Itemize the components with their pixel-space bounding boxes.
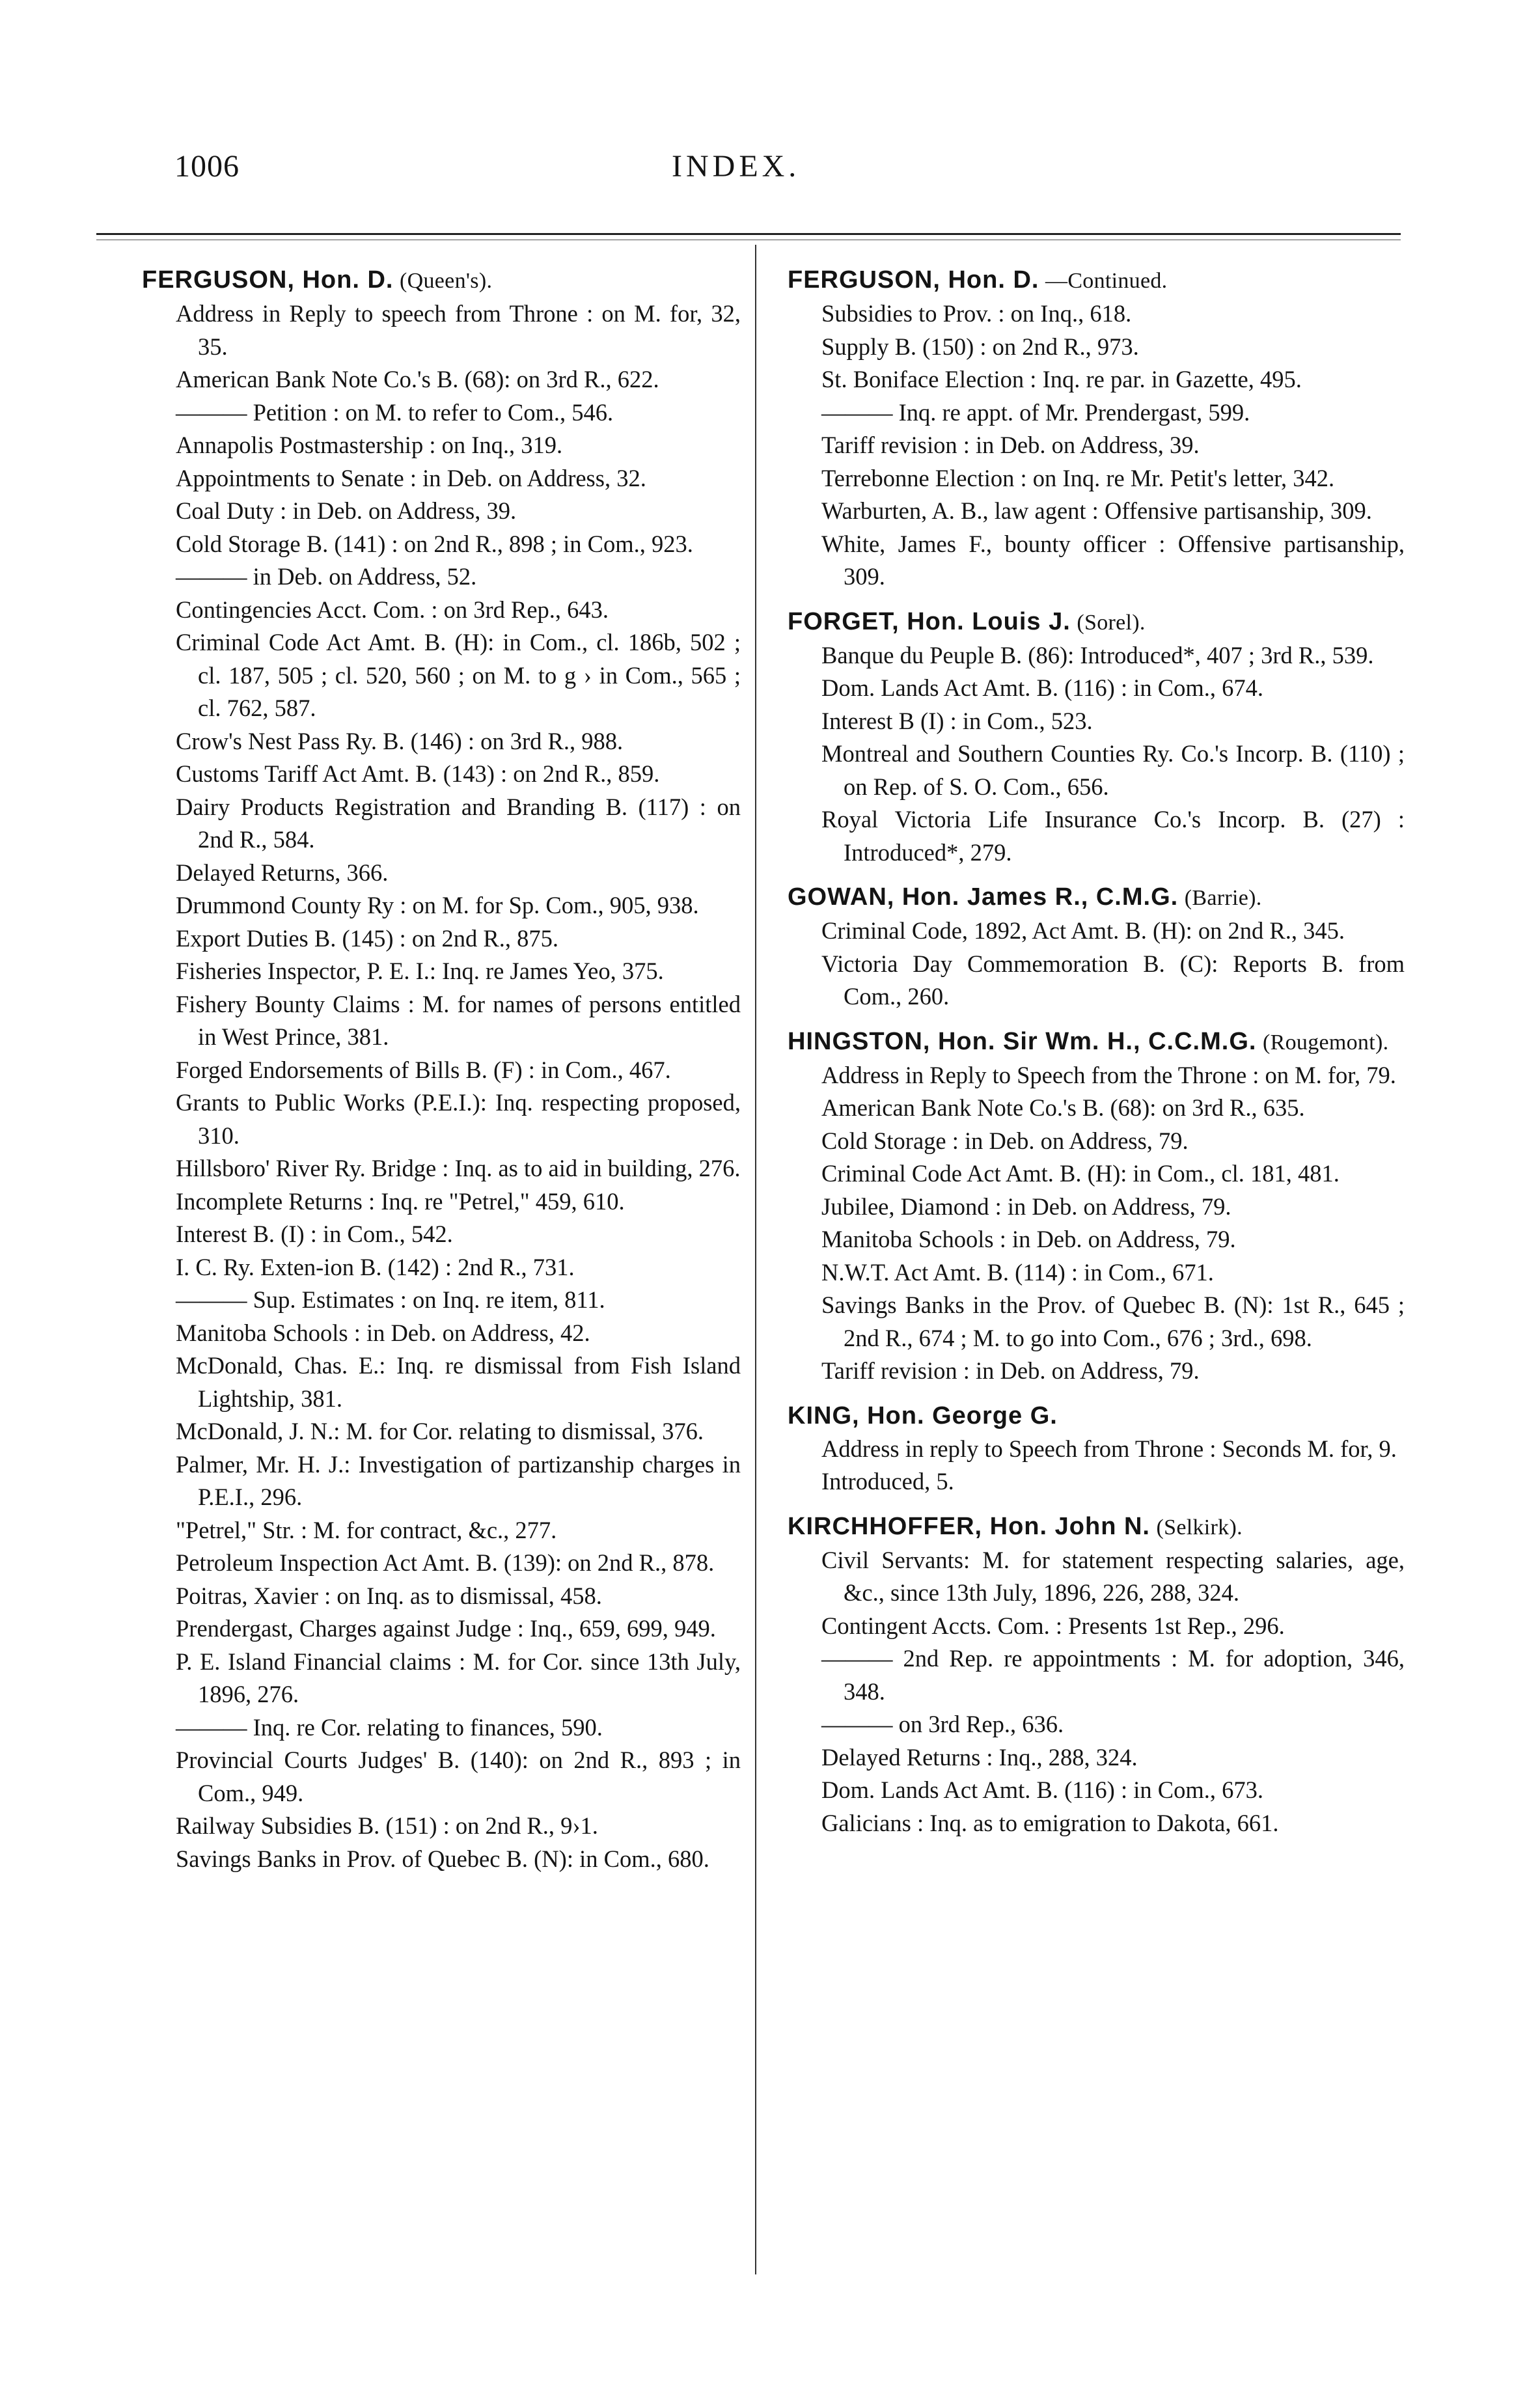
page-title: INDEX.: [672, 149, 801, 184]
index-entry: ——— in Deb. on Address, 52.: [176, 563, 477, 590]
person-name: KING, Hon. George G.: [788, 1402, 1058, 1429]
index-entry: Prendergast, Charges against Judge : Inq., 659, 699, 949.: [176, 1615, 716, 1642]
index-entry: American Bank Note Co.'s B. (68): on 3rd R., 622.: [176, 366, 659, 393]
index-entry: Terrebonne Election : on Inq. re Mr. Petit's letter, 342.: [821, 464, 1335, 491]
index-entry: Cold Storage B. (141) : on 2nd R., 898 ; in Com., 923.: [176, 530, 693, 557]
index-entry: Interest B. (I) : in Com., 542.: [176, 1221, 453, 1247]
index-entry: Victoria Day Commemoration B. (C): Reports B. from Com., 260.: [821, 950, 1405, 1010]
index-entry: Forged Endorsements of Bills B. (F) : in Com., 467.: [176, 1056, 671, 1083]
person-heading: [788, 605, 1405, 639]
person-district: (Rougemont).: [1263, 1030, 1389, 1055]
index-entry: McDonald, Chas. E.: Inq. re dismissal from Fish Island Lightship, 381.: [176, 1352, 741, 1412]
index-entry: "Petrel," Str. : M. for contract, &c., 277.: [176, 1516, 557, 1543]
person-name: HINGSTON, Hon. Sir Wm. H., C.C.M.G.: [788, 1027, 1257, 1055]
index-entry: Criminal Code, 1892, Act Amt. B. (H): on 2nd R., 345.: [821, 917, 1345, 944]
index-entry: N.W.T. Act Amt. B. (114) : in Com., 671.: [821, 1258, 1214, 1286]
index-entry: Customs Tariff Act Amt. B. (143) : on 2nd R., 859.: [176, 760, 660, 787]
index-entry: Introduced, 5.: [821, 1468, 954, 1495]
index-entry: Savings Banks in the Prov. of Quebec B. (N): 1st R., 645 ; 2nd R., 674 ; M. to go into Com., 676 ; 3rd., 698.: [821, 1291, 1405, 1351]
index-entry: Address in Reply to speech from Throne : on M. for, 32, 35.: [176, 300, 741, 360]
index-entry: Galicians : Inq. as to emigration to Dakota, 661.: [821, 1809, 1279, 1836]
index-entry: Annapolis Postmastership : on Inq., 319.: [176, 432, 563, 458]
index-person-section: [788, 1025, 1405, 1388]
index-entry: Contingencies Acct. Com. : on 3rd Rep., 643.: [176, 596, 609, 623]
index-entry: Subsidies to Prov. : on Inq., 618.: [821, 300, 1132, 327]
person-name: FERGUSON, Hon. D.: [142, 266, 394, 294]
index-entry: Interest B (I) : in Com., 523.: [821, 707, 1093, 734]
index-entry: Palmer, Mr. H. J.: Investigation of partizanship charges in P.E.I., 296.: [176, 1450, 741, 1510]
index-entry: Criminal Code Act Amt. B. (H): in Com., cl. 181, 481.: [821, 1160, 1340, 1187]
index-entry: Contingent Accts. Com. : Presents 1st Rep., 296.: [821, 1612, 1285, 1639]
index-entry: American Bank Note Co.'s B. (68): on 3rd R., 635.: [821, 1094, 1305, 1121]
index-entry: Manitoba Schools : in Deb. on Address, 42.: [176, 1319, 590, 1346]
index-entry: Address in Reply to Speech from the Throne : on M. for, 79.: [821, 1061, 1396, 1088]
index-person-section: [788, 881, 1405, 1014]
index-person-section: [788, 264, 1405, 594]
index-entry: Incomplete Returns : Inq. re "Petrel," 459, 610.: [176, 1187, 625, 1215]
running-header: [0, 151, 1540, 197]
index-entry: ——— Inq. re Cor. relating to finances, 590.: [176, 1713, 603, 1741]
index-entry: Fishery Bounty Claims : M. for names of persons entitled in West Prince, 381.: [176, 990, 741, 1050]
index-entry: Crow's Nest Pass Ry. B. (146) : on 3rd R., 988.: [176, 727, 624, 754]
person-district: —Continued.: [1045, 269, 1168, 293]
person-name: FERGUSON, Hon. D.: [788, 266, 1039, 294]
index-entry: Dom. Lands Act Amt. B. (116) : in Com., 673.: [821, 1776, 1263, 1803]
index-entry: ——— Sup. Estimates : on Inq. re item, 811.: [176, 1286, 605, 1313]
header-rule-thick: [96, 233, 1401, 235]
person-heading: [788, 264, 1405, 297]
left-column: [142, 264, 741, 1875]
index-entry: Petroleum Inspection Act Amt. B. (139): on 2nd R., 878.: [176, 1549, 715, 1576]
index-entry: Railway Subsidies B. (151) : on 2nd R., 9›1.: [176, 1812, 598, 1839]
index-entry: Warburten, A. B., law agent : Offensive partisanship, 309.: [821, 497, 1372, 524]
column-divider: [755, 245, 756, 2274]
index-entry: Civil Servants: M. for statement respecting salaries, age, &c., since 13th July, 1896, 226, 288, 324.: [821, 1546, 1405, 1606]
person-name: KIRCHHOFFER, Hon. John N.: [788, 1512, 1150, 1540]
index-entry: P. E. Island Financial claims : M. for Cor. since 13th July, 1896, 276.: [176, 1648, 741, 1707]
index-entry: Poitras, Xavier : on Inq. as to dismissal, 458.: [176, 1582, 602, 1609]
index-entry: Hillsboro' River Ry. Bridge : Inq. as to aid in building, 276.: [176, 1155, 741, 1181]
index-person-section: [788, 605, 1405, 870]
index-entry: Supply B. (150) : on 2nd R., 973.: [821, 333, 1139, 360]
person-name: GOWAN, Hon. James R., C.M.G.: [788, 883, 1179, 911]
index-entry: ——— on 3rd Rep., 636.: [821, 1711, 1064, 1737]
person-heading: [788, 1510, 1405, 1544]
index-entry: Savings Banks in Prov. of Quebec B. (N): in Com., 680.: [176, 1845, 709, 1872]
index-entry: Tariff revision : in Deb. on Address, 39.: [821, 432, 1200, 458]
index-entry: Dairy Products Registration and Branding B. (117) : on 2nd R., 584.: [176, 793, 741, 853]
index-entry: Grants to Public Works (P.E.I.): Inq. respecting proposed, 310.: [176, 1089, 741, 1149]
index-person-section: [788, 1510, 1405, 1840]
index-entry: Delayed Returns, 366.: [176, 859, 389, 886]
index-entry: White, James F., bounty officer : Offensive partisanship, 309.: [821, 530, 1405, 590]
index-entry: St. Boniface Election : Inq. re par. in Gazette, 495.: [821, 366, 1302, 393]
index-entry: Tariff revision : in Deb. on Address, 79.: [821, 1357, 1200, 1384]
index-entry: Provincial Courts Judges' B. (140): on 2nd R., 893 ; in Com., 949.: [176, 1747, 741, 1806]
index-entry: ——— Inq. re appt. of Mr. Prendergast, 599.: [821, 398, 1250, 426]
index-entry: Coal Duty : in Deb. on Address, 39.: [176, 497, 517, 524]
page-number: 1006: [174, 149, 240, 184]
index-entry: Dom. Lands Act Amt. B. (116) : in Com., 674.: [821, 674, 1263, 701]
index-entry: ——— 2nd Rep. re appointments : M. for adoption, 346, 348.: [821, 1645, 1405, 1705]
index-entry: I. C. Ry. Exten‐ion B. (142) : 2nd R., 731.: [176, 1253, 575, 1280]
index-entry: Address in reply to Speech from Throne : Seconds M. for, 9.: [821, 1435, 1397, 1462]
index-entry: Appointments to Senate : in Deb. on Address, 32.: [176, 464, 646, 491]
index-entry: Export Duties B. (145) : on 2nd R., 875.: [176, 924, 559, 952]
right-column: [788, 264, 1405, 1840]
person-heading: [788, 1400, 1405, 1433]
index-entry: Drummond County Ry : on M. for Sp. Com., 905, 938.: [176, 892, 699, 918]
index-person-section: [788, 1400, 1405, 1498]
person-district: (Sorel).: [1077, 610, 1146, 635]
index-entry: Cold Storage : in Deb. on Address, 79.: [821, 1127, 1189, 1154]
index-entry: Royal Victoria Life Insurance Co.'s Incorp. B. (27) : Introduced*, 279.: [821, 806, 1405, 866]
index-person-section: [142, 264, 741, 1875]
person-name: FORGET, Hon. Louis J.: [788, 607, 1071, 635]
person-heading: [142, 264, 741, 297]
index-entry: Manitoba Schools : in Deb. on Address, 79.: [821, 1226, 1236, 1252]
index-entry: Jubilee, Diamond : in Deb. on Address, 79.: [821, 1193, 1231, 1220]
index-entry: Delayed Returns : Inq., 288, 324.: [821, 1743, 1138, 1771]
index-entry: Montreal and Southern Counties Ry. Co.'s Incorp. B. (110) ; on Rep. of S. O. Com., 656.: [821, 740, 1405, 800]
index-entry: McDonald, J. N.: M. for Cor. relating to dismissal, 376.: [176, 1418, 704, 1444]
person-district: (Barrie).: [1184, 886, 1262, 910]
index-entry: Criminal Code Act Amt. B. (H): in Com., cl. 186b, 502 ; cl. 187, 505 ; cl. 520, 560 ; on M. to g › in Com., 565 ; cl. 762, 587.: [176, 629, 741, 721]
index-entry: Banque du Peuple B. (86): Introduced*, 407 ; 3rd R., 539.: [821, 641, 1374, 669]
index-entry: ——— Petition : on M. to refer to Com., 546.: [176, 398, 614, 426]
index-entry: Fisheries Inspector, P. E. I.: Inq. re James Yeo, 375.: [176, 958, 664, 984]
person-district: (Selkirk).: [1156, 1515, 1243, 1540]
person-heading: [788, 881, 1405, 915]
person-heading: [788, 1025, 1405, 1059]
person-district: (Queen's).: [400, 269, 493, 293]
